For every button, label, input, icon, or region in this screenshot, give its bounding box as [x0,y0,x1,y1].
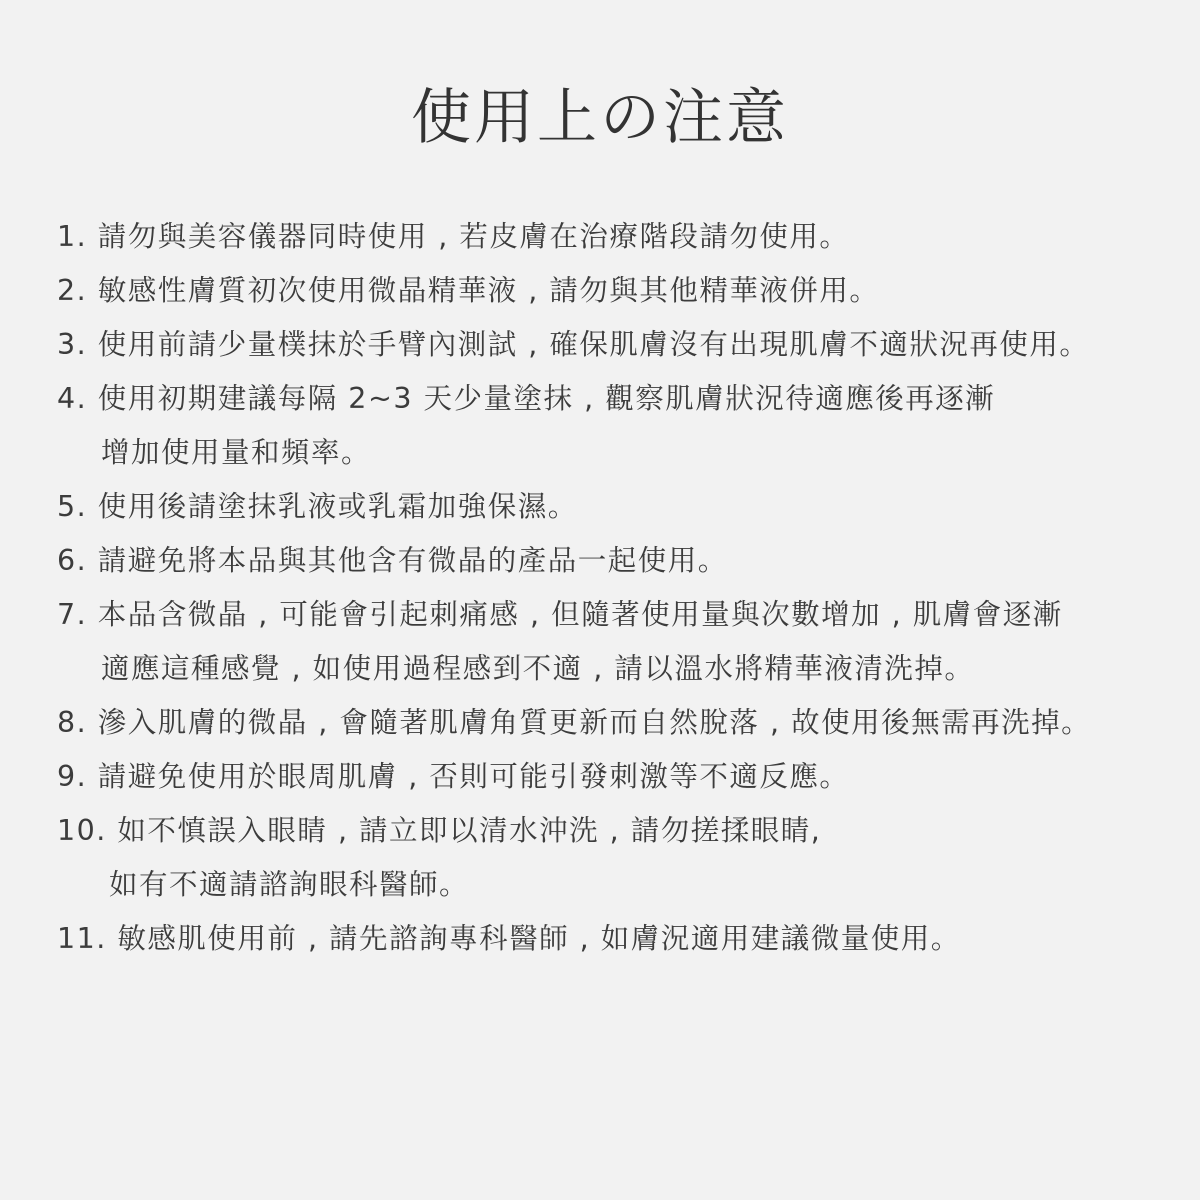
note-item-10-continued: 如有不適請諮詢眼科醫師。 [109,868,470,901]
note-item-7-continued: 適應這種感覺 , 如使用過程感到不適 , 請以溫水將精華液清洗掉。 [101,652,975,685]
note-item-4-continued: 增加使用量和頻率。 [101,436,372,469]
note-item-10: 10. 如不慎誤入眼睛 , 請立即以清水沖洗 , 請勿搓揉眼睛, [57,814,822,847]
notes-list [57,210,1177,966]
note-item-4: 4. 使用初期建議每隔 2~3 天少量塗抹 , 觀察肌膚狀況待適應後再逐漸 [57,382,996,415]
note-item-7: 7. 本品含微晶 , 可能會引起刺痛感 , 但隨著使用量與次數增加 , 肌膚會逐漸 [57,598,1063,631]
note-item-5: 5. 使用後請塗抹乳液或乳霜加強保濕。 [57,490,578,523]
note-item-11: 11. 敏感肌使用前 , 請先諮詢專科醫師 , 如膚況適用建議微量使用。 [57,922,961,955]
note-item-1: 1. 請勿與美容儀器同時使用 , 若皮膚在治療階段請勿使用。 [57,220,850,253]
note-item-6: 6. 請避免將本品與其他含有微晶的產品一起使用。 [57,544,728,577]
note-item-8: 8. 滲入肌膚的微晶 , 會隨著肌膚角質更新而自然脫落 , 故使用後無需再洗掉。 [57,706,1092,739]
note-item-2: 2. 敏感性膚質初次使用微晶精華液 , 請勿與其他精華液併用。 [57,274,880,307]
note-item-3: 3. 使用前請少量樸抹於手臂內測試 , 確保肌膚沒有出現肌膚不適狀況再使用。 [57,328,1090,361]
note-item-9: 9. 請避免使用於眼周肌膚 , 否則可能引發刺激等不適反應。 [57,760,850,793]
page-title: 使用上の注意 [411,83,789,153]
